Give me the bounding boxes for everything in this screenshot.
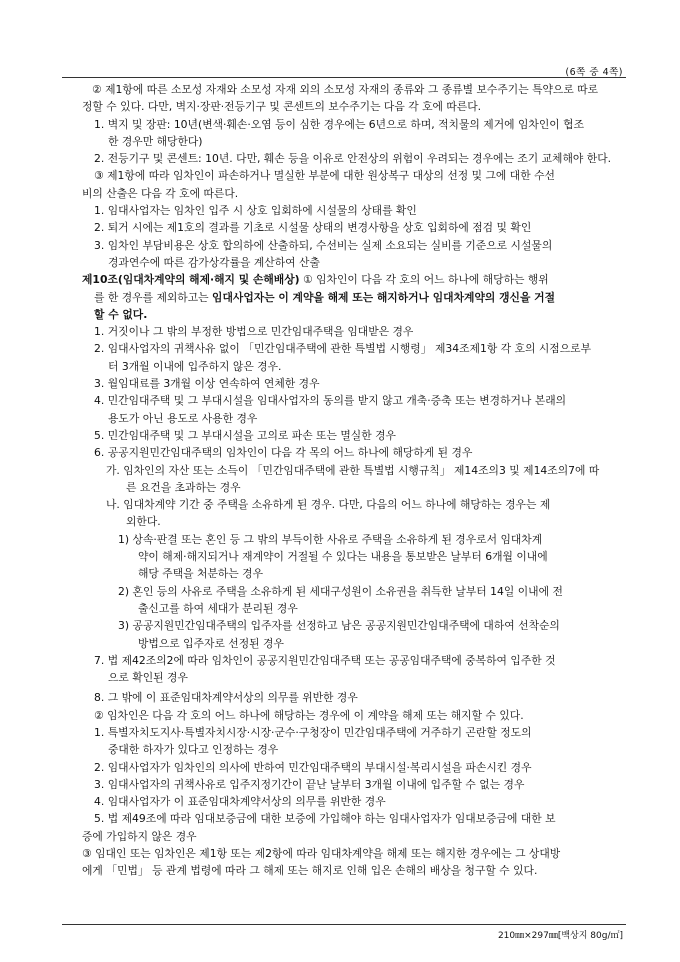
text-line: 정할 수 있다. 다만, 벽지·장판·전등기구 및 콘센트의 보수주기는 다음 각 호에 따른다. xyxy=(82,100,482,114)
text-line: 터 3개월 이내에 입주하지 않은 경우. xyxy=(108,359,282,373)
text-line: ③ 임대인 또는 임차인은 제1항 또는 제2항에 따라 임대차계약을 해제 또는 해지한 경우에는 그 상대방 xyxy=(82,847,561,861)
text-line: 른 요건을 초과하는 경우 xyxy=(126,480,241,494)
text-line: 1. 벽지 및 장판: 10년(변색·훼손·오염 등이 심한 경우에는 6년으로 하며, 적치물의 제거에 임차인이 협조 xyxy=(94,117,584,131)
text-line: ③ 제1항에 따라 임차인이 파손하거나 멸실한 부분에 대한 원상복구 대상의 선정 및 그에 대한 수선 xyxy=(94,169,555,183)
text-line: 2. 퇴거 시에는 제1호의 결과를 기초로 시설물 상태의 변경사항을 상호 입회하에 점검 및 확인 xyxy=(94,221,532,235)
text-line: ② 임차인은 다음 각 호의 어느 하나에 해당하는 경우에 이 계약을 해제 또는 해지할 수 있다. xyxy=(94,708,524,722)
document-body xyxy=(80,81,625,880)
text-line: 8. 그 밖에 이 표준임대차계약서상의 의무를 위반한 경우 xyxy=(94,691,358,705)
text-line: 증에 가입하지 않은 경우 xyxy=(82,829,197,843)
text-line: 나. 임대차계약 기간 중 주택을 소유하게 된 경우. 다만, 다음의 어느 하나에 해당하는 경우는 제 xyxy=(106,498,551,512)
text-line: 할 수 없다. xyxy=(94,307,148,321)
text-line: 제10조(임대차계약의 해제·해지 및 손해배상) ① 임차인이 다음 각 호의 어느 하나에 해당하는 행위 xyxy=(82,273,549,287)
text-line: 6. 공공지원민간임대주택의 임차인이 다음 각 목의 어느 하나에 해당하게 된 경우 xyxy=(94,446,473,460)
text-line: 3. 임차인 부담비용은 상호 합의하에 산출하되, 수선비는 실제 소요되는 실비를 기준으로 시설물의 xyxy=(94,238,553,252)
text-line: 3. 임대사업자의 귀책사유로 입주지정기간이 끝난 날부터 3개월 이내에 입주할 수 없는 경우 xyxy=(94,777,525,791)
text-line: 5. 민간임대주택 및 그 부대시설을 고의로 파손 또는 멸실한 경우 xyxy=(94,428,396,442)
text-line: 약이 해제·해지되거나 재계약이 거절될 수 있다는 내용을 통보받은 날부터 6개월 이내에 xyxy=(138,550,548,564)
text-line: 5. 법 제49조에 따라 임대보증금에 대한 보증에 가입해야 하는 임대사업자가 임대보증금에 대한 보 xyxy=(94,812,556,826)
text-line: 3) 공공지원민간임대주택의 입주자를 선정하고 남은 공공지원민간임대주택에 대하여 선착순의 xyxy=(118,619,560,633)
paper-spec: 210㎜×297㎜[백상지 80g/㎡] xyxy=(497,931,623,941)
top-rule xyxy=(62,77,626,78)
text-line: 3. 월임대료를 3개월 이상 연속하여 연체한 경우 xyxy=(94,377,320,391)
text-line: 2) 혼인 등의 사유로 주택을 소유하게 된 세대구성원이 소유권을 취득한 날부터 14일 이내에 전 xyxy=(118,584,563,598)
text-line: 1) 상속·판결 또는 혼인 등 그 밖의 부득이한 사유로 주택을 소유하게 된 경우로서 임대차계 xyxy=(118,532,543,546)
text-line: 방법으로 입주자로 선정된 경우 xyxy=(138,636,284,650)
page-number: (6쪽 중 4쪽) xyxy=(565,67,623,78)
text-line: 출신고를 하여 세대가 분리된 경우 xyxy=(138,601,298,615)
text-line: 2. 임대사업자의 귀책사유 없이 「민간임대주택에 관한 특별법 시행령」 제34조제1항 각 호의 시점으로부 xyxy=(94,342,592,356)
text-line: 중대한 하자가 있다고 인정하는 경우 xyxy=(108,743,279,757)
text-line: 2. 전등기구 및 콘센트: 10년. 다만, 훼손 등을 이유로 안전상의 위험이 우려되는 경우에는 조기 교체해야 한다. xyxy=(94,152,612,166)
text-line: 비의 산출은 다음 각 호에 따른다. xyxy=(82,186,239,200)
text-line: 으로 확인된 경우 xyxy=(108,671,188,685)
text-line: 해당 주택을 처분하는 경우 xyxy=(138,567,264,581)
text-line: 4. 임대사업자가 이 표준임대차계약서상의 의무를 위반한 경우 xyxy=(94,795,386,809)
text-line: 한 경우만 해당한다) xyxy=(108,134,203,148)
text-line: 가. 임차인의 자산 또는 소득이 「민간임대주택에 관한 특별법 시행규칙」 제14조의3 및 제14조의7에 따 xyxy=(106,463,600,477)
text-line: 1. 특별자치도지사·특별자치시장·시장·군수·구청장이 민간임대주택에 거주하기 곤란할 정도의 xyxy=(94,725,532,739)
text-line: 1. 거짓이나 그 밖의 부정한 방법으로 민간임대주택을 임대받은 경우 xyxy=(94,325,414,339)
text-line: 외한다. xyxy=(126,515,161,529)
text-line: 용도가 아닌 용도로 사용한 경우 xyxy=(108,411,258,425)
text-line: 4. 민간임대주택 및 그 부대시설을 임대사업자의 동의를 받지 않고 개축·증축 또는 변경하거나 본래의 xyxy=(94,394,567,408)
text-line: ② 제1항에 따른 소모성 자재와 소모성 자재 외의 소모성 자재의 종류와 그 종류별 보수주기는 특약으로 따로 xyxy=(92,83,599,96)
text-line: 2. 임대사업자가 임차인의 의사에 반하여 민간임대주택의 부대시설·복리시설을 파손시킨 경우 xyxy=(94,760,532,774)
text-line: 를 한 경우를 제외하고는 임대사업자는 이 계약을 해제 또는 해지하거나 임대차계약의 갱신을 거절 xyxy=(94,290,555,304)
text-line: 에게 「민법」 등 관계 법령에 따라 그 해제 또는 해지로 인해 입은 손해의 배상을 청구할 수 있다. xyxy=(82,864,538,878)
bottom-rule xyxy=(62,924,626,925)
text-line: 1. 임대사업자는 임차인 입주 시 상호 입회하에 시설물의 상태를 확인 xyxy=(94,204,417,218)
text-line: 7. 법 제42조의2에 따라 임차인이 공공지원민간임대주택 또는 공공임대주택에 중복하여 입주한 것 xyxy=(94,653,556,667)
text-line: 경과연수에 따른 감가상각률을 계산하여 산출 xyxy=(108,255,320,269)
